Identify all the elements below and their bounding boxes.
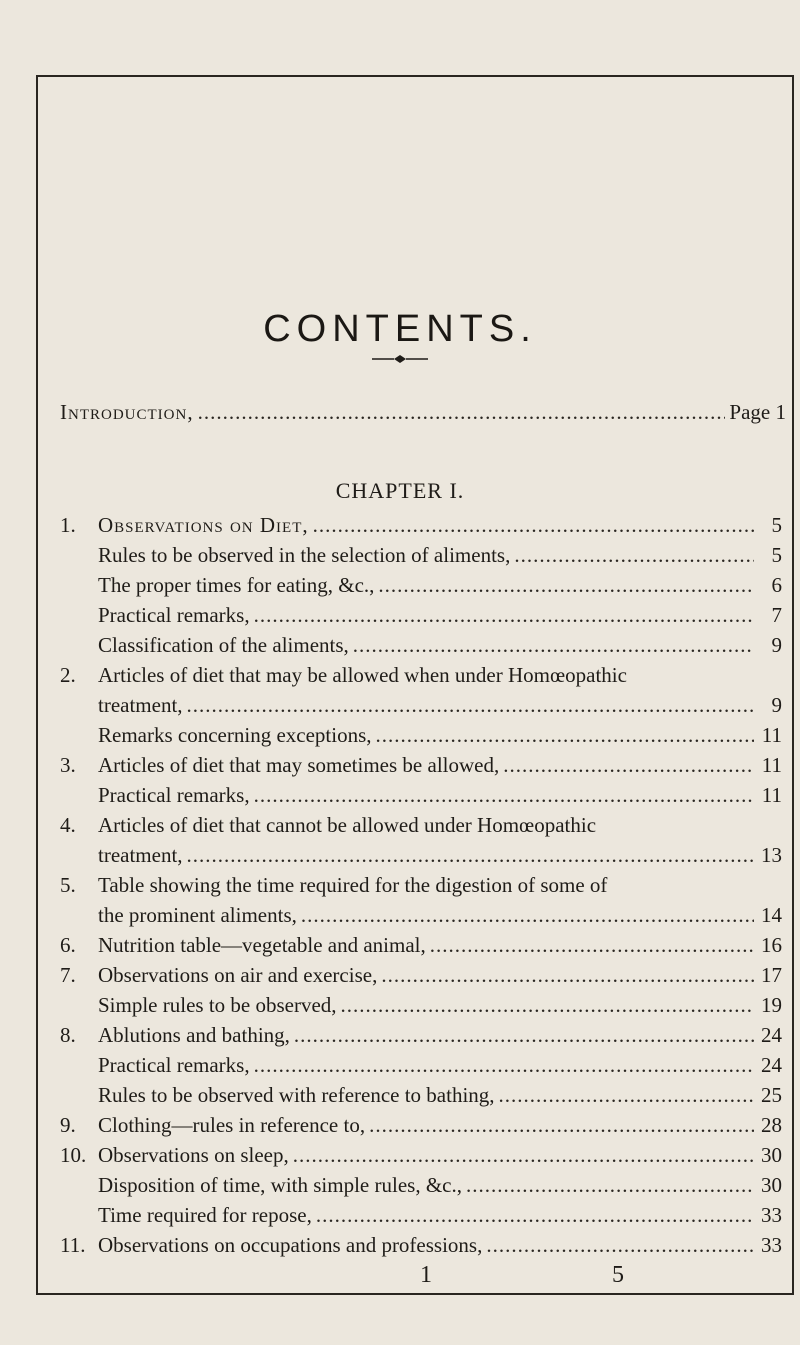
entry-label: Classification of the aliments,: [98, 633, 349, 657]
toc-entry: [60, 1020, 782, 1050]
entry-number: 3.: [60, 753, 76, 777]
toc-entry: [60, 870, 607, 900]
leader-dots: [254, 600, 754, 630]
leader-dots: [353, 630, 754, 660]
entry-label: treatment,: [98, 843, 183, 867]
entry-page: 24: [761, 1023, 782, 1047]
entry-label: Table showing the time required for the digestion of some of: [98, 873, 608, 897]
toc-entry: [98, 840, 782, 870]
entry-page: 24: [761, 1053, 782, 1077]
toc-entry: [60, 930, 782, 960]
entry-number: 6.: [60, 933, 76, 957]
toc-entry: [98, 540, 782, 570]
entry-page: 9: [771, 633, 782, 657]
toc-entry: [98, 600, 782, 630]
entry-label: Articles of diet that cannot be allowed under Homœopathic: [98, 813, 597, 837]
toc-entry: [98, 690, 782, 720]
toc-entry: [98, 780, 782, 810]
entry-number: 7.: [60, 963, 76, 987]
entry-label: Rules to be observed in the selection of aliments,: [98, 543, 511, 567]
leader-dots: [381, 960, 754, 990]
leader-dots: [313, 510, 754, 540]
entry-page: 5: [771, 543, 782, 567]
entry-number: 4.: [60, 813, 76, 837]
leader-dots: [486, 1230, 754, 1260]
entry-label: Practical remarks,: [98, 1053, 250, 1077]
entry-page: 13: [761, 843, 782, 867]
leader-dots: [293, 1140, 754, 1170]
entry-label: Observations on Diet,: [98, 513, 309, 537]
toc-entry: [60, 960, 782, 990]
entry-label: Articles of diet that may sometimes be allowed,: [98, 753, 500, 777]
entry-label: Simple rules to be observed,: [98, 993, 337, 1017]
entry-label: Rules to be observed with reference to bathing,: [98, 1083, 495, 1107]
toc-entry: [60, 510, 782, 540]
toc-entry: [98, 630, 782, 660]
entry-page: 11: [761, 723, 782, 747]
entry-label: Clothing—rules in reference to,: [98, 1113, 366, 1137]
entry-number: 2.: [60, 663, 76, 687]
leader-dots: [254, 780, 754, 810]
entry-label: Time required for repose,: [98, 1203, 312, 1227]
leader-dots: [294, 1020, 754, 1050]
chapter-heading: CHAPTER I.: [335, 478, 465, 503]
entry-label: Observations on air and exercise,: [98, 963, 378, 987]
toc-entry: [98, 900, 782, 930]
toc-entry: [98, 1050, 782, 1080]
toc-entry: [60, 1230, 782, 1260]
entry-page: 5: [771, 513, 782, 537]
leader-dots: [341, 990, 754, 1020]
leader-dots: [378, 570, 754, 600]
toc-entry: [60, 1140, 782, 1170]
toc-entry: [60, 660, 627, 690]
leader-dots: [376, 720, 755, 750]
entry-number: 5.: [60, 873, 76, 897]
entry-page: 33: [761, 1233, 782, 1257]
leader-dots: [254, 1050, 754, 1080]
entry-page: 6: [771, 573, 782, 597]
intro-page: Page 1: [729, 400, 786, 424]
signature-mark-left: 1: [420, 1262, 432, 1288]
entry-page: 33: [761, 1203, 782, 1227]
entry-page: 7: [771, 603, 782, 627]
ornament-rule: [372, 353, 428, 365]
toc-entry: [98, 720, 782, 750]
toc-entry: [60, 810, 596, 840]
leader-dots: [430, 930, 754, 960]
entry-page: 14: [761, 903, 782, 927]
entry-page: 30: [761, 1173, 782, 1197]
leader-dots: [369, 1110, 754, 1140]
leader-dots: [316, 1200, 754, 1230]
leader-dots: [301, 900, 754, 930]
leader-dots: [187, 840, 754, 870]
entry-number: 8.: [60, 1023, 76, 1047]
leader-dots: [499, 1080, 754, 1110]
entry-label: Practical remarks,: [98, 783, 250, 807]
entry-page: 25: [761, 1083, 782, 1107]
toc-entry: [60, 750, 782, 780]
toc-entry: [98, 1200, 782, 1230]
page-right-rule: [792, 75, 794, 1295]
entry-number: 9.: [60, 1113, 76, 1137]
entry-label: Articles of diet that may be allowed when under Homœopathic: [98, 663, 627, 687]
entry-page: 17: [761, 963, 782, 987]
entry-page: 9: [771, 693, 782, 717]
entry-page: 16: [761, 933, 782, 957]
entry-label: Disposition of time, with simple rules, &c.,: [98, 1173, 462, 1197]
entry-label: the prominent aliments,: [98, 903, 297, 927]
toc-entry: [98, 1170, 782, 1200]
intro-entry: [60, 397, 786, 427]
entry-label: Observations on sleep,: [98, 1143, 289, 1167]
toc-entry: [98, 570, 782, 600]
entry-page: 19: [761, 993, 782, 1017]
entry-label: Nutrition table—vegetable and animal,: [98, 933, 426, 957]
page-title: CONTENTS.: [263, 308, 537, 350]
entry-page: 28: [761, 1113, 782, 1137]
entry-page: 11: [761, 783, 782, 807]
entry-label: Practical remarks,: [98, 603, 250, 627]
toc-entry: [98, 1080, 782, 1110]
leader-dots: [514, 540, 754, 570]
entry-label: treatment,: [98, 693, 183, 717]
toc-entry: [98, 990, 782, 1020]
entry-label: Remarks concerning exceptions,: [98, 723, 372, 747]
entry-label: The proper times for eating, &c.,: [98, 573, 375, 597]
entry-number: 10.: [60, 1143, 87, 1167]
leader-dots: [503, 750, 754, 780]
leader-dots: [187, 690, 754, 720]
entry-label: Ablutions and bathing,: [98, 1023, 290, 1047]
entry-number: 11.: [60, 1233, 86, 1257]
leader-dots: [198, 397, 726, 427]
intro-label: Introduction,: [60, 400, 194, 424]
entry-number: 1.: [60, 513, 76, 537]
entry-page: 11: [761, 753, 782, 777]
entry-page: 30: [761, 1143, 782, 1167]
leader-dots: [466, 1170, 754, 1200]
signature-mark-right: 5: [612, 1262, 624, 1288]
toc-entry: [60, 1110, 782, 1140]
entry-label: Observations on occupations and professions,: [98, 1233, 483, 1257]
